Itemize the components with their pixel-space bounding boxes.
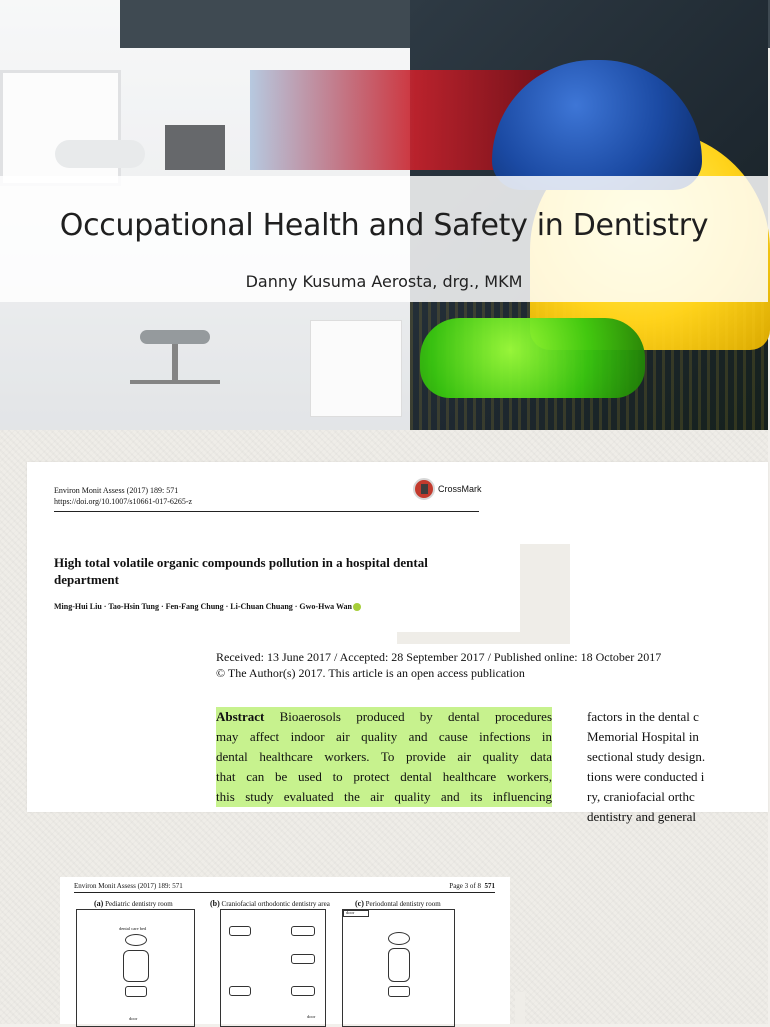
floor-plan-periodontal-room (342, 909, 455, 1027)
torn-edge (397, 632, 570, 644)
door-label: door (129, 1016, 138, 1021)
door-label: door (307, 1014, 316, 1019)
dental-chair (388, 948, 410, 982)
doi-link[interactable]: https://doi.org/10.1007/s10661-017-6265-z (54, 497, 193, 506)
abstract-line: dental healthcare workers. To provide air quality data (216, 747, 552, 767)
paper-title: High total volatile organic compounds pollution in a hospital dental department (54, 555, 428, 587)
crossmark-badge[interactable] (413, 478, 482, 500)
floor-plan-pediatric-room (76, 909, 195, 1027)
torn-edge (520, 544, 570, 644)
publication-dates (216, 649, 736, 681)
floor-plan-orthodontic-area (220, 909, 326, 1027)
dates-line: Received: 13 June 2017 / Accepted: 28 September 2017 / Published online: 18 October 2017 (216, 650, 662, 664)
page-indicator: Page 3 of 8 571 (449, 882, 495, 890)
abstract-line: Abstract Bioaerosols produced by dental procedures (216, 707, 552, 727)
figure-label-b: (b) Craniofacial orthodontic dentistry area (210, 899, 330, 908)
green-safety-glasses (420, 318, 645, 398)
dental-chair (291, 954, 315, 964)
abstract-line: that can be used to protect dental healthcare workers, (216, 767, 552, 787)
column-line: dentistry and general (587, 809, 697, 824)
column-line: sectional study design. (587, 749, 706, 764)
abstract-line: may affect indoor air quality and cause infections in (216, 727, 552, 747)
figure-label-a: (a) Pediatric dentistry room (94, 899, 173, 908)
bed-label: dental care bed (119, 926, 147, 931)
torn-edge (515, 992, 525, 1024)
dental-chair (229, 926, 251, 936)
abstract-line: this study evaluated the air quality and its influencing (216, 787, 552, 807)
crossmark-label: CrossMark (438, 484, 482, 494)
header-rule (54, 511, 479, 512)
dental-chair-foot (388, 986, 410, 997)
copyright-line: © The Author(s) 2017. This article is an open access publication (216, 666, 525, 680)
dental-chair (291, 926, 315, 936)
orcid-icon[interactable] (353, 603, 361, 611)
slide-title: Occupational Health and Safety in Dentistry (59, 208, 709, 243)
dental-chair (229, 986, 251, 996)
paper-authors (54, 601, 484, 613)
journal-header (54, 485, 192, 507)
dental-chair (123, 950, 149, 982)
crossmark-icon (413, 478, 435, 500)
second-column (587, 707, 768, 824)
paper-first-page (27, 462, 768, 824)
abstract-heading: Abstract (216, 709, 265, 724)
door-label: door (346, 910, 355, 915)
header-rule (74, 892, 495, 893)
bed-headrest (125, 934, 147, 946)
title-slide (0, 0, 768, 430)
slide-author: Danny Kusuma Aerosta, drg., MKM (245, 272, 523, 291)
dental-chair (291, 986, 315, 996)
column-line: ry, craniofacial orthc (587, 789, 695, 804)
paper-figure-page (60, 877, 510, 1024)
dental-chair-foot (125, 986, 147, 997)
figure-label-c: (c) Periodontal dentistry room (355, 899, 441, 908)
journal-citation: Environ Monit Assess (2017) 189: 571 (74, 882, 183, 890)
column-line: tions were conducted i (587, 769, 705, 784)
author-list: Ming-Hui Liu · Tao-Hsin Tung · Fen-Fang Chung · Li-Chuan Chuang · Gwo-Hwa Wan (54, 602, 352, 611)
column-line: factors in the dental c (587, 709, 699, 724)
page-header (74, 882, 495, 890)
journal-citation: Environ Monit Assess (2017) 189: 571 (54, 486, 179, 495)
bed-headrest (388, 932, 410, 945)
column-line: Memorial Hospital in (587, 729, 699, 744)
abstract-column (216, 707, 552, 807)
